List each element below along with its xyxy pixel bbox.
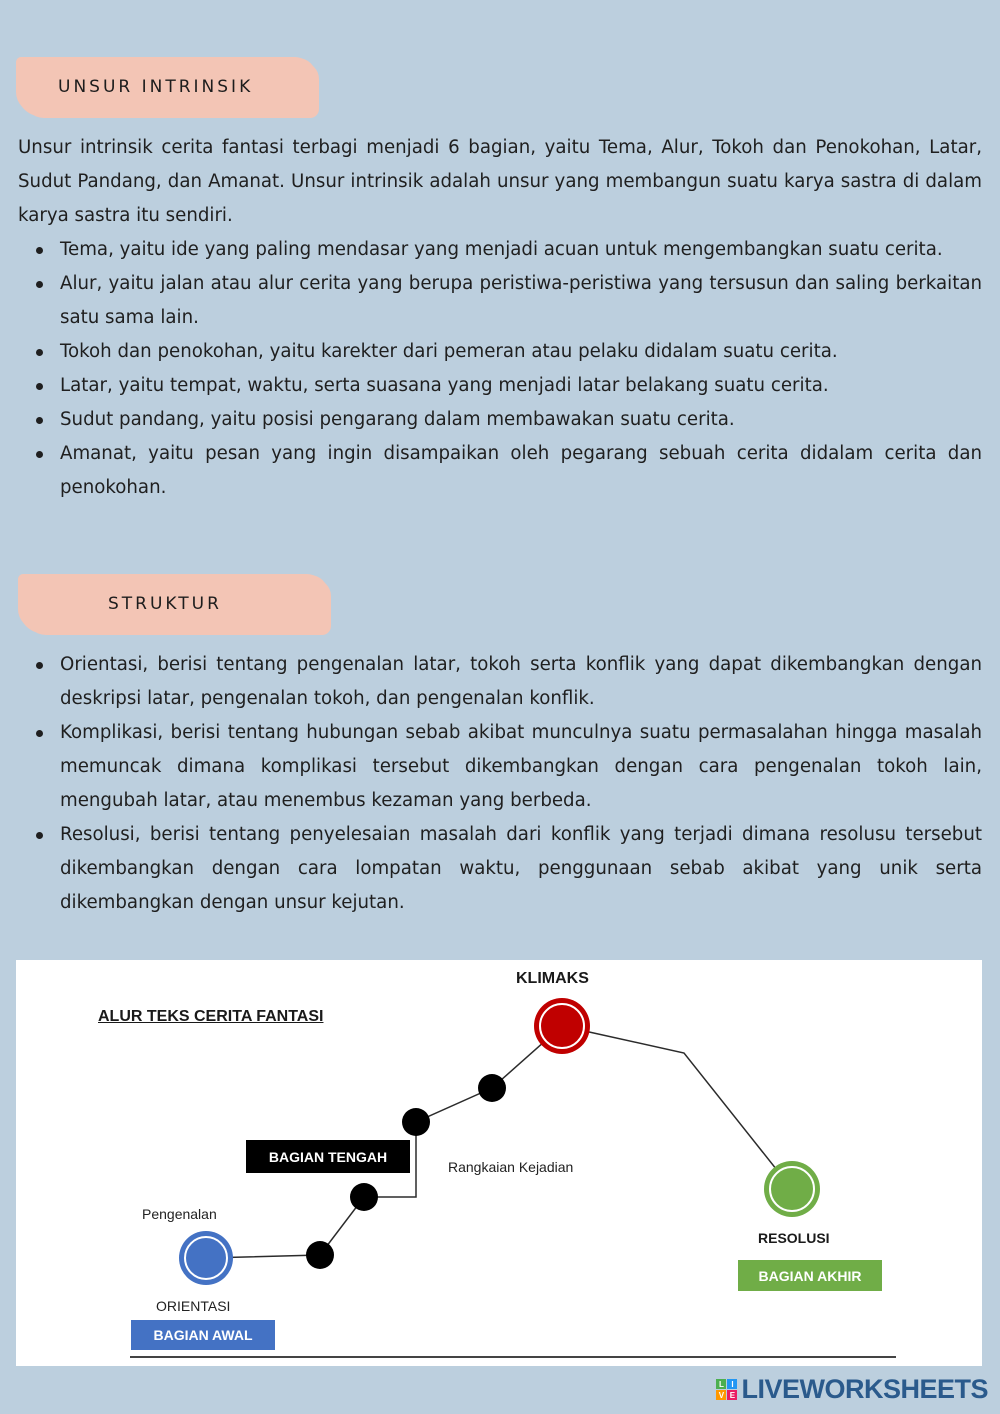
alur-diagram [16,960,982,1366]
bagian-akhir-tag: BAGIAN AKHIR [738,1260,882,1291]
list-item-alur: Alur, yaitu jalan atau alur cerita yang berupa peristiwa-peristiwa yang tersusun dan saling berkaitan satu sama lain. [18,267,982,335]
klimaks-node-outer [534,998,590,1054]
heading-struktur-label: STRUKTUR [108,594,222,614]
struktur-list [18,648,982,920]
klimaks-label: KLIMAKS [516,970,589,987]
liveworksheets-logo-icon [716,1379,737,1400]
rangkaian-kejadian-label: Rangkaian Kejadian [448,1159,574,1175]
list-item-orientasi: Orientasi, berisi tentang pengenalan latar, tokoh serta konflik yang dapat dikembangkan dengan deskripsi latar, pengenalan tokoh, dan pengenalan konflik. [18,648,982,716]
event-dot-3 [402,1108,430,1136]
list-item-amanat: Amanat, yaitu pesan yang ingin disampaikan oleh pegarang sebuah cerita didalam cerita dan penokohan. [18,437,982,505]
list-item-resolusi: Resolusi, berisi tentang penyelesaian masalah dari konflik yang terjadi dimana resolusu tersebut dikembangkan dengan cara lompatan waktu, penggunaan sebab akibat yang unik serta dikembangkan dengan unsur kejutan. [18,818,982,920]
logo-letter-e: E [727,1390,737,1400]
liveworksheets-logo[interactable] [716,1374,988,1405]
bagian-awal-tag: BAGIAN AWAL [131,1320,275,1350]
heading-unsur-intrinsik-label: UNSUR INTRINSIK [58,77,254,97]
event-dot-2 [350,1183,378,1211]
logo-letter-l: L [716,1379,726,1389]
pengenalan-label: Pengenalan [142,1206,217,1222]
resolusi-label: RESOLUSI [758,1230,830,1246]
resolusi-node-outer [764,1161,820,1217]
unsur-list [18,233,982,505]
orientasi-node-outer [179,1231,233,1285]
event-dot-1 [306,1241,334,1269]
diagram-title: ALUR TEKS CERITA FANTASI [98,1008,324,1025]
list-item-sudut-pandang: Sudut pandang, yaitu posisi pengarang dalam membawakan suatu cerita. [18,403,982,437]
event-dot-4 [478,1074,506,1102]
logo-letter-i: I [727,1379,737,1389]
unsur-intro-paragraph: Unsur intrinsik cerita fantasi terbagi menjadi 6 bagian, yaitu Tema, Alur, Tokoh dan Penokohan, Latar, Sudut Pandang, dan Amanat. Unsur intrinsik adalah unsur yang membangun suatu karya sastra di dalam karya sastra itu sendiri. [18,137,982,226]
list-item-tokoh: Tokoh dan penokohan, yaitu karekter dari pemeran atau pelaku didalam suatu cerita. [18,335,982,369]
list-item-komplikasi: Komplikasi, berisi tentang hubungan sebab akibat munculnya suatu permasalahan hingga masalah memuncak dimana komplikasi tersebut dikembangkan dengan cara pengenalan tokoh lain, mengubah latar, atau menembus kezaman yang berbeda. [18,716,982,818]
heading-struktur [20,575,328,633]
liveworksheets-brand-text: LIVEWORKSHEETS [741,1374,988,1404]
list-item-latar: Latar, yaitu tempat, waktu, serta suasana yang menjadi latar belakang suatu cerita. [18,369,982,403]
list-item-tema: Tema, yaitu ide yang paling mendasar yang menjadi acuan untuk mengembangkan suatu cerita. [18,233,982,267]
logo-letter-v: V [716,1390,726,1400]
heading-unsur-intrinsik [18,58,316,116]
orientasi-label: ORIENTASI [156,1298,231,1314]
bagian-tengah-tag: BAGIAN TENGAH [246,1140,410,1173]
